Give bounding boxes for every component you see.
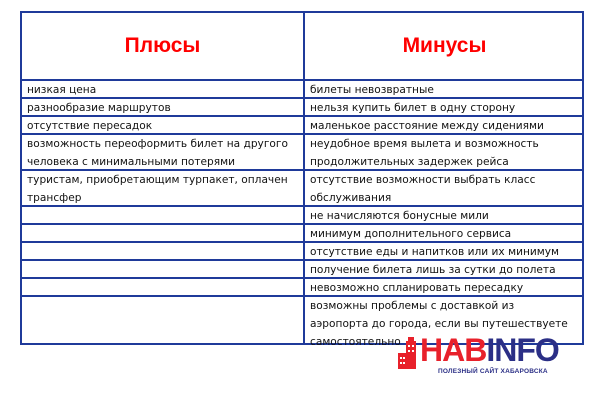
logo-hab: HAB xyxy=(420,332,487,368)
cell-text-line: маленькое расстояние между сидениями xyxy=(310,120,544,132)
logo-wordmark xyxy=(420,333,559,367)
cell-text-line: отсутствие возможности выбрать класс xyxy=(310,174,536,186)
pros-cell xyxy=(22,135,303,169)
cell-text-line: разнообразие маршрутов xyxy=(27,102,171,114)
cons-cell xyxy=(305,207,584,223)
habinfo-logo[interactable] xyxy=(398,332,588,379)
cell-text-line: самостоятельно xyxy=(310,336,401,348)
cons-cell xyxy=(305,81,584,97)
pros-cell xyxy=(22,279,303,295)
cell-text-line: человека с минимальными потерями xyxy=(27,156,236,168)
building-icon xyxy=(398,337,422,369)
cons-cell xyxy=(305,171,584,205)
cell-text-line: минимум дополнительного сервиса xyxy=(310,228,512,240)
cell-text-line: невозможно спланировать пересадку xyxy=(310,282,524,294)
logo-subtitle: ПОЛЕЗНЫЙ САЙТ ХАБАРОВСКА xyxy=(438,368,548,375)
cons-cell xyxy=(305,117,584,133)
cell-text-line: аэропорта до города, если вы путешествуете xyxy=(310,318,568,330)
cell-text-line: неудобное время вылета и возможность xyxy=(310,138,539,150)
pros-cell xyxy=(22,243,303,259)
pros-cell xyxy=(22,207,303,223)
cell-text-line: трансфер xyxy=(27,192,82,204)
cell-text-line: обслуживания xyxy=(310,192,392,204)
cell-text-line: нельзя купить билет в одну сторону xyxy=(310,102,516,114)
cell-text-line: низкая цена xyxy=(27,84,97,96)
header-cons: Минусы xyxy=(402,34,487,57)
cell-text-line: получение билета лишь за сутки до полета xyxy=(310,264,556,276)
pros-cell xyxy=(22,297,303,343)
cell-text-line: возможны проблемы с доставкой из xyxy=(310,300,515,312)
pros-cell xyxy=(22,171,303,205)
cell-text-line: продолжительных задержек рейса xyxy=(310,156,509,168)
cons-cell xyxy=(305,99,584,115)
pros-cell xyxy=(22,81,303,97)
pros-cell xyxy=(22,117,303,133)
cell-text-line: возможность переоформить билет на другого xyxy=(27,138,288,150)
cons-cell xyxy=(305,225,584,241)
cons-cell xyxy=(305,279,584,295)
pros-cell xyxy=(22,99,303,115)
header-pros: Плюсы xyxy=(124,34,201,57)
cons-cell xyxy=(305,135,584,169)
cell-text-line: отсутствие пересадок xyxy=(27,120,153,132)
cell-text-line: туристам, приобретающим турпакет, оплачен xyxy=(27,174,288,186)
pros-cell xyxy=(22,225,303,241)
cons-cell xyxy=(305,261,584,277)
logo-info: INFO xyxy=(486,332,559,368)
pros-cons-table xyxy=(20,11,584,348)
cell-text-line: отсутствие еды и напитков или их минимум xyxy=(310,246,560,258)
pros-cell xyxy=(22,261,303,277)
cell-text-line: билеты невозвратные xyxy=(310,84,434,96)
cons-cell xyxy=(305,243,584,259)
cell-text-line: не начисляются бонусные мили xyxy=(310,210,489,222)
